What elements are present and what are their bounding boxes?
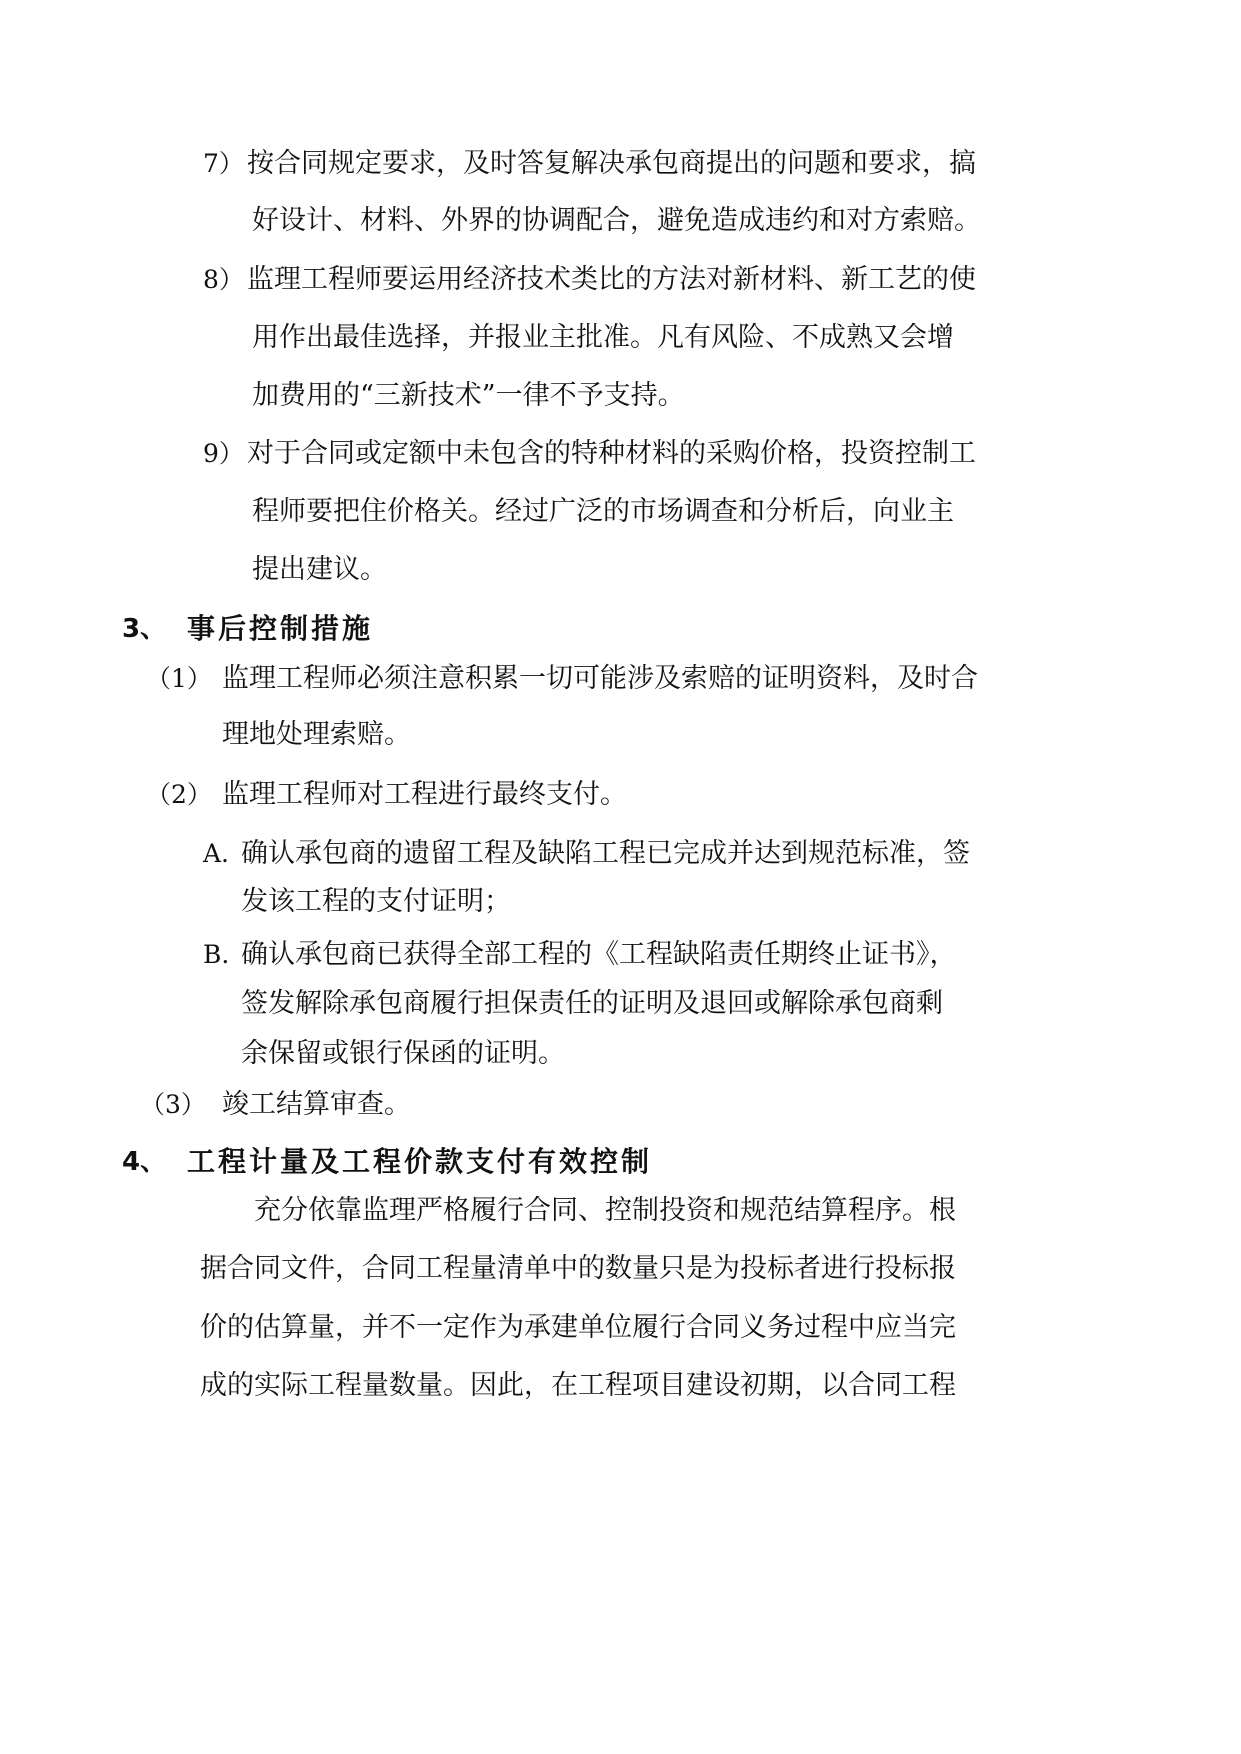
body-text-line: 成的实际工程量数量。因此，在工程项目建设初期，以合同工程 (200, 1370, 956, 1401)
paragraph-text-line: 理地处理索赔。 (222, 719, 411, 750)
item-text-line: 监理工程师要运用经济技术类比的方法对新材料、新工艺的使 (247, 264, 976, 295)
item-number: 8） (203, 265, 244, 294)
section-number: 3、 (122, 614, 167, 644)
sub-item-text-line: 余保留或银行保函的证明。 (241, 1038, 565, 1069)
paragraph-text-line: 竣工结算审查。 (222, 1089, 411, 1120)
item-number: 9） (203, 439, 244, 468)
sub-item-label: B. (203, 940, 230, 969)
section-number: 4、 (122, 1147, 167, 1177)
item-number: 7） (203, 149, 244, 178)
section-title: 工程计量及工程价款支付有效控制 (187, 1145, 653, 1178)
item-text-line: 用作出最佳选择，并报业主批准。凡有风险、不成熟又会增 (252, 322, 954, 353)
paragraph-number: （3） (140, 1090, 206, 1119)
body-text-line: 据合同文件，合同工程量清单中的数量只是为投标者进行投标报 (200, 1253, 956, 1284)
paragraph-text-line: 监理工程师对工程进行最终支付。 (222, 779, 627, 810)
paragraph-text-line: 监理工程师必须注意积累一切可能涉及索赔的证明资料，及时合 (222, 663, 978, 694)
item-text-line: 加费用的“三新技术”一律不予支持。 (252, 380, 685, 411)
sub-item-text-line: 确认承包商的遗留工程及缺陷工程已完成并达到规范标准，签 (241, 838, 970, 869)
section-title: 事后控制措施 (187, 612, 374, 645)
sub-item-text-line: 发该工程的支付证明； (241, 886, 511, 917)
sub-item-text-line: 确认承包商已获得全部工程的《工程缺陷责任期终止证书》， (241, 939, 957, 970)
body-text-line: 充分依靠监理严格履行合同、控制投资和规范结算程序。根 (254, 1195, 956, 1226)
item-text-line: 提出建议。 (252, 554, 387, 585)
item-text-line: 好设计、材料、外界的协调配合，避免造成违约和对方索赔。 (252, 205, 981, 236)
sub-item-text-line: 签发解除承包商履行担保责任的证明及退回或解除承包商剩 (241, 988, 943, 1019)
paragraph-number: （2） (146, 780, 212, 809)
paragraph-number: （1） (146, 664, 212, 693)
item-text-line: 程师要把住价格关。经过广泛的市场调查和分析后，向业主 (252, 496, 954, 527)
sub-item-label: A. (203, 839, 230, 868)
body-text-line: 价的估算量，并不一定作为承建单位履行合同义务过程中应当完 (200, 1312, 956, 1343)
item-text-line: 对于合同或定额中未包含的特种材料的采购价格，投资控制工 (247, 438, 976, 469)
item-text-line: 按合同规定要求，及时答复解决承包商提出的问题和要求，搞 (247, 148, 976, 179)
